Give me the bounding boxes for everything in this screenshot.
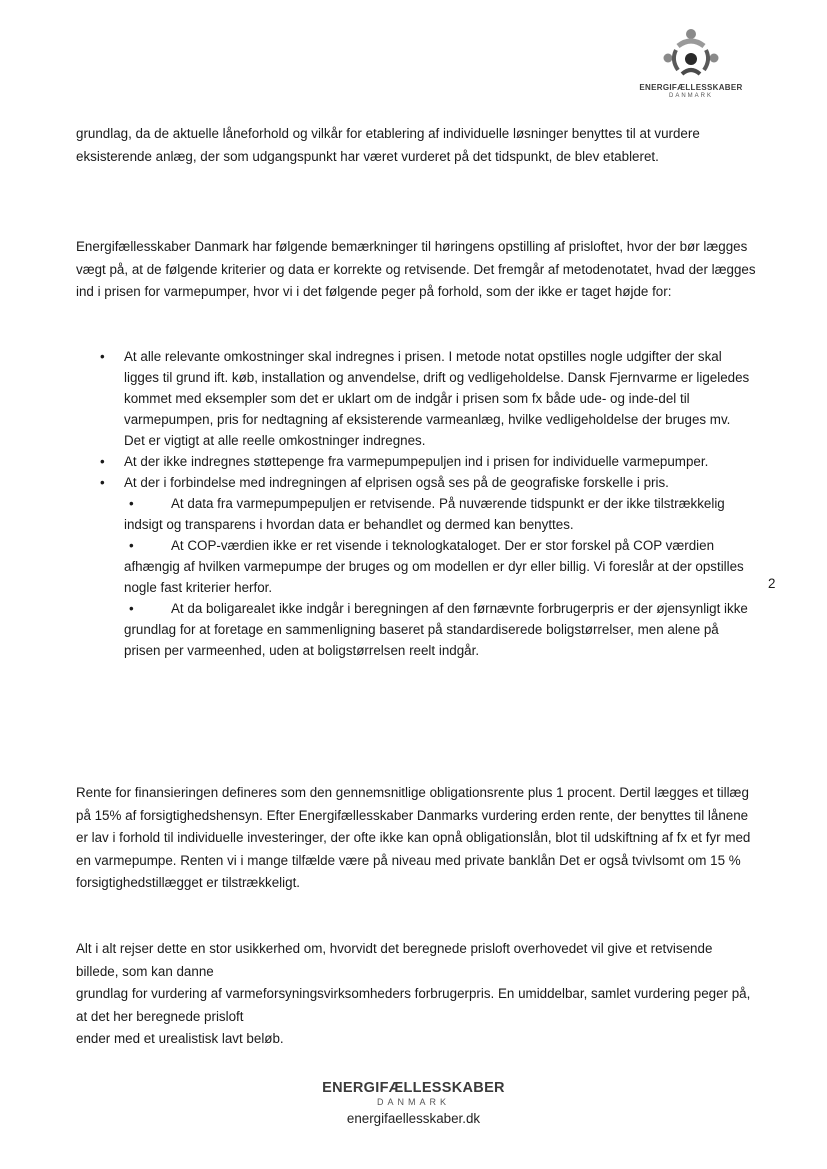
bullet-icon: •	[129, 538, 134, 553]
list-item	[100, 472, 750, 661]
list-item	[100, 346, 750, 451]
sub-list-item-text: At COP-værdien ikke er ret visende i teknologkataloget. Der er stor forskel på COP værdien afhængig af hvilken varmepumpe der bruges og om modellen er dyr eller billig. Vi foreslår at der opstilles nogle fast kriterier herfor.	[124, 538, 744, 595]
header-logo	[628, 26, 754, 99]
conclusion-line: Alt i alt rejser dette en stor usikkerhed om, hvorvidt det beregnede prisloft overhovedet vil give et retvisende billede, som kan danne	[76, 941, 713, 979]
list-item-text: At der ikke indregnes støttepenge fra varmepumpepuljen ind i prisen for individuelle varmepumper.	[124, 454, 709, 469]
conclusion-paragraph	[76, 938, 756, 1051]
remarks-paragraph	[76, 236, 756, 304]
intro-text: grundlag, da de aktuelle låneforhold og vilkår for etablering af individuelle løsninger benyttes til at vurdere eksisterende anlæg, der som udgangspunkt har været vurderet på det tidspunkt, de blev etableret.	[76, 126, 700, 164]
footer-website-link[interactable]: energifaellesskaber.dk	[346, 1111, 481, 1126]
criteria-list	[100, 346, 750, 661]
footer	[0, 1080, 827, 1126]
conclusion-line: grundlag for vurdering af varmeforsyningsvirksomheders forbrugerpris. En umiddelbar, samlet vurdering peger på, at det her beregnede prisloft	[76, 986, 751, 1024]
sub-list-item	[124, 535, 750, 598]
bullet-icon: •	[129, 601, 134, 616]
sub-list-item	[124, 493, 750, 535]
sub-list-item-text: At da boligarealet ikke indgår i beregningen af den førnævnte forbrugerpris er der øjensynligt ikke grundlag for at foretage en sammenligning baseret på standardiserede boligstørrelser, men alene på prisen per varmeenhed, uden at boligstørrelsen reelt indgår.	[124, 601, 748, 658]
header-logo-sub: DANMARK	[668, 93, 713, 99]
footer-logo-sub: DANMARK	[376, 1097, 450, 1107]
list-item	[100, 451, 750, 472]
header-logo-name: ENERGIFÆLLESSKABER	[639, 83, 743, 92]
interest-paragraph	[76, 782, 756, 895]
list-item-text: At der i forbindelse med indregningen af elprisen også ses på de geografiske forskelle i pris.	[124, 475, 669, 490]
list-item-text: At alle relevante omkostninger skal indregnes i prisen. I metode notat opstilles nogle udgifter der skal ligges til grund ift. køb, installation og anvendelse, drift og vedligeholdelse. Dansk Fjernvarme er ligeledes kommet med eksempler som det er uklart om de indgår i prisen som fx både ude- og inde-del til varmepumpen, pris for nedtagning af eksisterende varmeanlæg, hvilke vedligeholdelse der bruges mv. Det er vigtigt at alle reelle omkostninger indregnes.	[124, 349, 750, 448]
conclusion-line: ender med et urealistisk lavt beløb.	[76, 1031, 284, 1046]
remarks-text: Energifællesskaber Danmark har følgende bemærkninger til høringens opstilling af prisloftet, hvor der bør lægges vægt på, at de følgende kriterier og data er korrekte og retvisende. Det fremgår af metodenotatet, hvad der lægges ind i prisen for varmepumper, hvor vi i det følgende peger på forhold, som der ikke er taget højde for:	[76, 239, 756, 299]
sub-list	[124, 493, 750, 661]
intro-paragraph	[76, 123, 756, 168]
bullet-icon: •	[129, 496, 134, 511]
sub-list-item-text: At data fra varmepumpepuljen er retvisende. På nuværende tidspunkt er der ikke tilstrækkelig indsigt og transparens i hvordan data er behandlet og dermed kan benyttes.	[124, 496, 725, 532]
page-number: 2	[768, 576, 776, 591]
people-circle-logo-icon	[656, 26, 726, 82]
interest-text: Rente for finansieringen defineres som den gennemsnitlige obligationsrente plus 1 procent. Dertil lægges et tillæg på 15% af forsigtighedshensyn. Efter Energifællesskaber Danmarks vurdering erden rente, der benyttes til lånene er lav i forhold til individuelle investeringer, der ofte ikke kan opnå obligationslån, blot til udskiftning af fx et fyr med en varmepumpe. Renten vi i mange tilfælde være på niveau med private banklån Det er også tvivlsomt om 15 % forsigtighedstillægget er tilstrækkeligt.	[76, 785, 751, 890]
footer-logo-name: ENERGIFÆLLESSKABER	[322, 1080, 505, 1096]
sub-list-item	[124, 598, 750, 661]
